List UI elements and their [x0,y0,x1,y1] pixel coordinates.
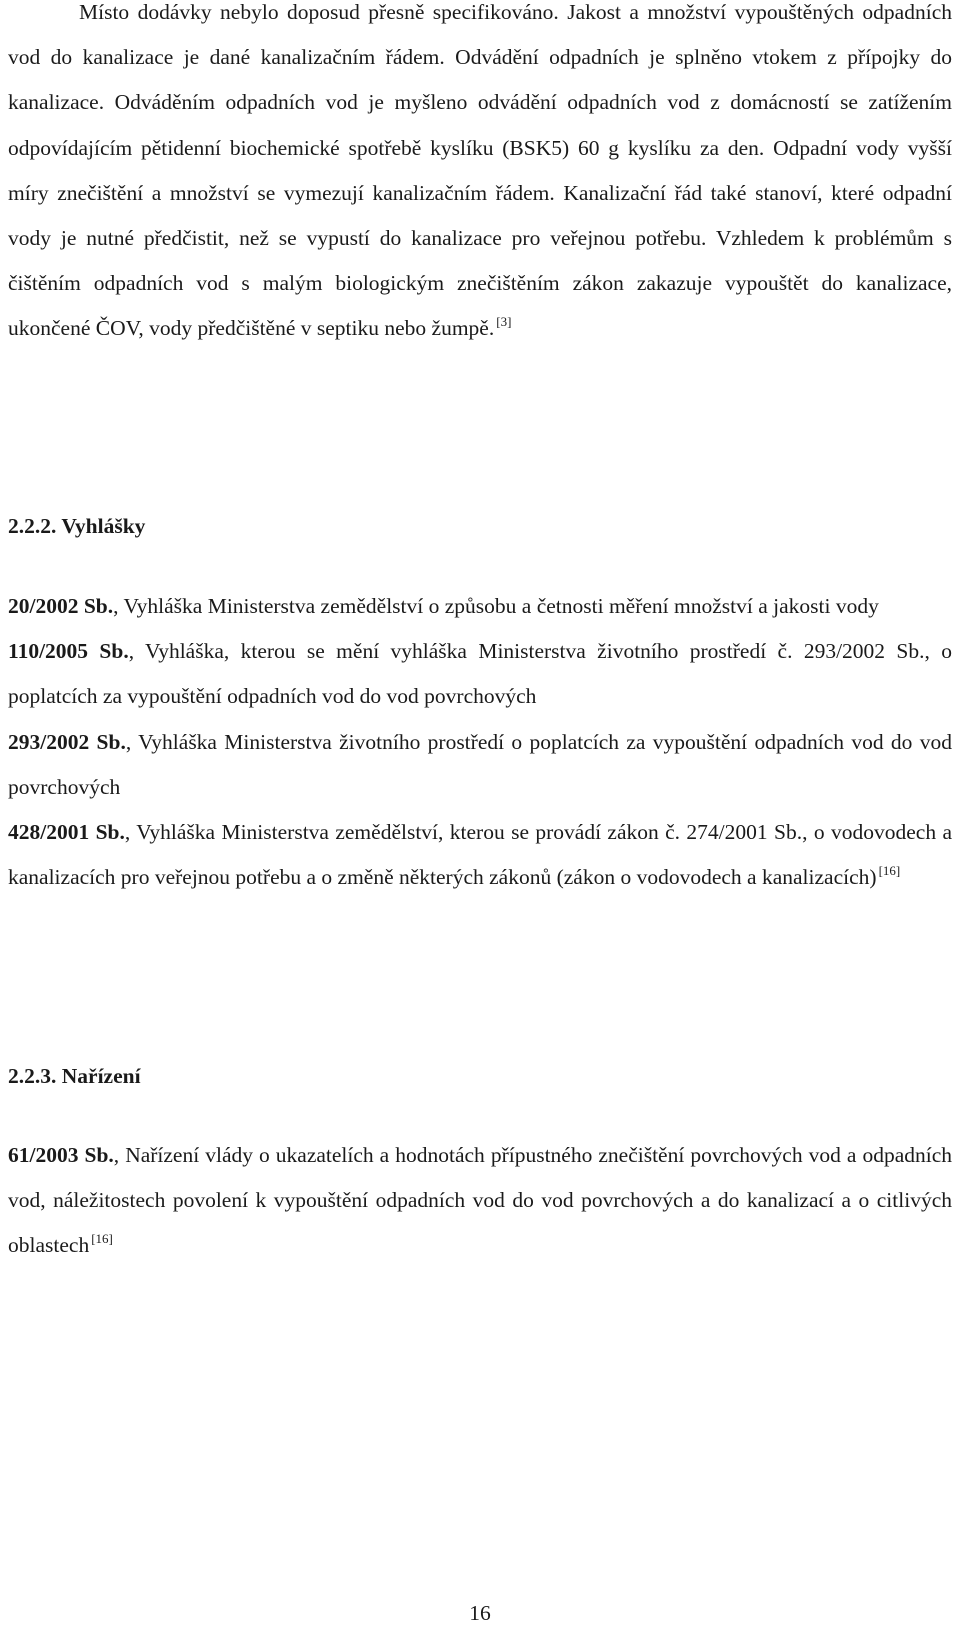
citation-reference: [16] [878,863,901,879]
citation-reference: [3] [496,314,512,330]
law-item-text: , Vyhláška Ministerstva zemědělství, kterou se provádí zákon č. 274/2001 Sb., o vodovodech a kanalizacích pro veřejnou potřebu a o změně některých zákonů (zákon o vodovodech a kanalizacích) [8,820,952,890]
law-item-id: 20/2002 Sb. [8,594,114,618]
law-item [8,720,952,810]
section-heading-vyhlasky: 2.2.2. Vyhlášky [8,514,146,538]
law-item [8,1133,952,1269]
law-item-id: 428/2001 Sb. [8,820,125,845]
law-item-text: , Vyhláška, kterou se mění vyhláška Ministerstva životního prostředí č. 293/2002 Sb., o poplatcích za vypouštění odpadních vod do vod povrchových [8,639,952,709]
section-heading-narizeni: 2.2.3. Nařízení [8,1064,141,1088]
law-item-id: 110/2005 Sb. [8,639,129,664]
law-item-id: 293/2002 Sb. [8,729,126,754]
law-item-text: , Vyhláška Ministerstva zemědělství o způsobu a četnosti měření množství a jakosti vody [113,594,879,618]
page-number: 16 [469,1601,491,1625]
law-item [8,810,952,900]
intro-paragraph [8,0,952,352]
narizeni-list [8,1133,952,1269]
law-item-text: , Vyhláška Ministerstva životního prostředí o poplatcích za vypouštění odpadních vod do vod povrchových [8,729,952,799]
law-item-id: 61/2003 Sb. [8,1143,114,1167]
law-item-text: , Nařízení vlády o ukazatelích a hodnotách přípustného znečištění povrchových vod a odpadních vod, náležitostech povolení k vypouštění odpadních vod do vod povrchových a do kanalizací a o citlivých oblastech [8,1143,953,1258]
intro-paragraph-text: Místo dodávky nebylo doposud přesně specifikováno. Jakost a množství vypouštěných odpadních vod do kanalizace je dané kanalizačním řádem. Odvádění odpadních je splněno vtokem z přípojky do kanalizace. Odváděním odpadních vod je myšleno odvádění odpadních vod z domácností se zatížením odpovídajícím pětidenní biochemické spotřebě kyslíku (BSK5) 60 g kyslíku za den. Odpadní vody vyšší míry znečištění a množství se vymezují kanalizačním řádem. Kanalizační řád také stanoví, které odpadní vody je nutné předčistit, než se vypustí do kanalizace pro veřejnou potřebu. Vzhledem k problémům s čištěním odpadních vod s malým biologickým znečištěním zákon zakazuje vypouštět do kanalizace, ukončené ČOV, vody předčištěné v septiku nebo žumpě. [8,0,952,341]
law-item [8,629,952,719]
citation-reference: [16] [91,1231,113,1247]
vyhlasky-list [8,584,952,900]
law-item [8,584,952,629]
